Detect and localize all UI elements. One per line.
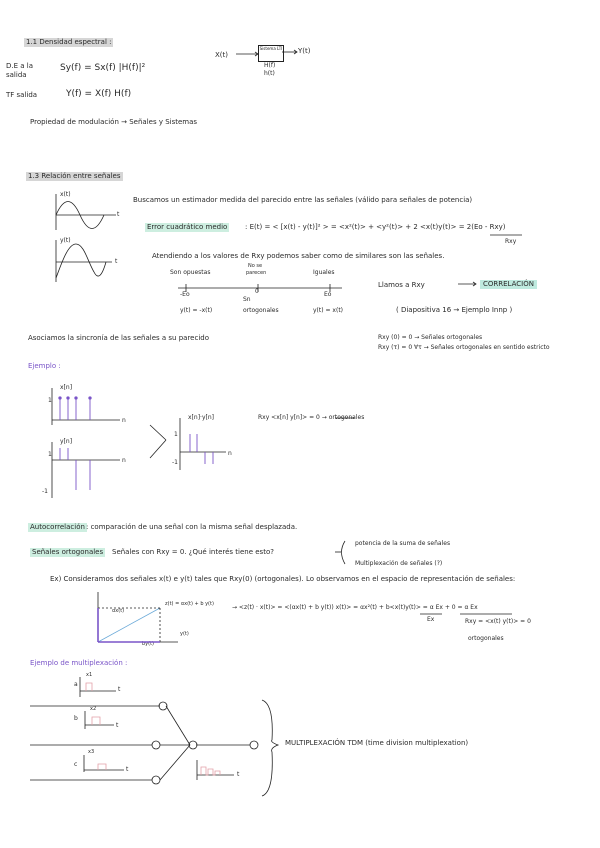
ortogonales-label: Señales ortogonales [32,548,104,556]
branch-multiplexacion: Multiplexación de señales (?) [355,560,443,567]
xnyn-minus-one: -1 [172,459,178,466]
combine-line-bottom [150,440,166,458]
iguales: Iguales [313,269,335,276]
lti-system-label: Sistema LTI [259,46,283,51]
xnyn-label: x[n]·y[n] [188,414,214,421]
autocorrelacion-label: Autocorrelación [30,523,85,531]
xn-axis-n: n [122,417,126,424]
llamos-text: Llamos a Rxy [378,281,425,289]
modulation-note: Propiedad de modulación → Señales y Sistemas [30,118,198,126]
mux-join-c [160,745,190,780]
mux-brace [262,700,278,796]
yn-axis-n: n [122,457,126,464]
heading-1-1: 1.1 Densidad espectral : [26,38,112,46]
question-brace [342,541,346,564]
son-opuestas: Son opuestas [170,269,211,276]
yt-axis-t: t [115,258,118,265]
mux-a: a [74,681,78,688]
rxy-tau-note: Rxy (τ) = 0 ∀τ → Señales ortogonales en sentido estricto [378,344,550,351]
mux-t4: t [237,771,240,778]
sys-output-label: Y(t) [298,47,311,55]
no-se-1: No se [248,263,263,269]
mux-tdm-label: MULTIPLEXACIÓN TDM (time division multiplexation) [285,739,469,747]
xn-stem-4-dot [89,397,91,399]
mux-t3: t [126,766,129,773]
mux-label: Ejemplo de multiplexación : [30,659,128,667]
diapositiva-ref: ( Diapositiva 16 → Ejemplo Innp ) [396,306,513,314]
rxy0-note: Rxy (0) = 0 → Señales ortogonales [378,334,483,341]
mux-c: c [74,761,78,768]
ex-text: Ex) Consideramos dos señales x(t) e y(t) tales que Rxy(0) (ortogonales). Lo observamos en el espacio de representación de señales: [50,575,516,583]
heading-1-3: 1.3 Relación entre señales [28,172,121,180]
zt-label: z(t) = αx(t) + b y(t) [165,601,214,607]
xnyn-one: 1 [174,431,178,438]
yx-neg: y(t) = -x(t) [180,307,213,314]
xt-axis-t: t [117,211,120,218]
combine-line-top [150,425,166,440]
de-label-1: D.E a la [6,62,34,70]
mux-x1: x1 [86,672,93,678]
ortogonales-mark: ortogonales [243,307,279,314]
rxy-under-label: Rxy [505,238,517,245]
rxy-example-formula: Rxy <x[n] y[n]> = 0 → ortogonales [258,414,365,421]
x2-pulse [92,717,100,725]
ortogonales-text: Señales con Rxy = 0. ¿Qué interés tiene esto? [112,548,274,556]
sys-h-f: H(f) [264,62,276,69]
x3-pulse [98,764,106,770]
mux-x2: x2 [90,706,97,712]
yt-axis-label: y(t) [180,631,189,637]
mux-t2: t [116,722,119,729]
atendiendo-text: Atendiendo a los valores de Rxy podemos saber como de similares son las señales. [152,252,445,260]
ex-under: Ex [427,616,435,623]
mux-sum-node [189,741,197,749]
yx-pos: y(t) = x(t) [313,307,344,314]
error-formula: : E(t) = < [x(t) - y(t)]² > = <x²(t)> + <y²(t)> + 2 <x(t)y(t)> = 2(Eo - Rxy) [245,223,506,231]
branch-potencia: potencia de la suma de señales [355,540,451,547]
projection-equation: → <z(t) · x(t)> = <(αx(t) + b y(t)) x(t)> = αx²(t) + b<x(t)y(t)> = α Ex + 0 = α Ex [232,604,478,611]
mux-node-c [152,776,160,784]
xn-stem-1-dot [59,397,61,399]
rxy-zero-under: Rxy = <x(t) y(t)> = 0 [465,618,531,625]
yt-label: y(t) [60,237,71,244]
neg-e0: -Eo [180,291,190,298]
sys-h-t: h(t) [264,70,275,77]
no-se-2: parecen [246,270,267,276]
byt-label: by(t) [142,641,154,647]
zero-mark: 0 [255,288,259,295]
xnyn-axis-n: n [228,450,232,457]
error-label: Error cuadrático medio [147,223,228,231]
tdm-pulses [201,767,220,775]
mux-b: b [74,715,78,722]
xn-stem-3-dot [75,397,77,399]
axt-label: αx(t) [112,608,125,614]
tf-formula: Y(f) = X(f) H(f) [66,89,132,99]
sn-mark: Sn [243,296,251,303]
pos-e0: Eo [324,291,332,298]
mux-x3: x3 [88,749,95,755]
buscamos-text: Buscamos un estimador medida del parecido entre las señales (válido para señales de potencia) [133,196,473,204]
xn-label: x[n] [60,384,73,391]
de-label-2: salida [6,71,27,79]
x1-pulse [86,683,92,691]
yn-minus-one: -1 [42,488,48,495]
mux-node-b [152,741,160,749]
z-vector [98,608,160,642]
ortogonales-under: ortogonales [468,635,504,642]
mux-join-a [166,706,190,745]
yn-one: 1 [48,451,52,458]
mux-t1: t [118,686,121,693]
correlacion-label: CORRELACIÓN [480,280,537,289]
yt-wave [56,244,106,278]
mux-out-node [250,741,258,749]
de-formula: Sy(f) = Sx(f) |H(f)|² [60,63,146,73]
mux-node-a [159,702,167,710]
yn-label: y[n] [60,438,73,445]
xn-one: 1 [48,397,52,404]
ejemplo-label: Ejemplo : [28,362,61,370]
xt-label: x(t) [60,191,71,198]
tf-label: TF salida [6,91,38,99]
xn-stem-2-dot [67,397,69,399]
asociamos-text: Asociamos la sincronía de las señales a su parecido [28,334,210,342]
sys-input-label: X(t) [215,51,229,59]
autocorrelacion-text: : comparación de una señal con la misma señal desplazada. [86,523,298,531]
